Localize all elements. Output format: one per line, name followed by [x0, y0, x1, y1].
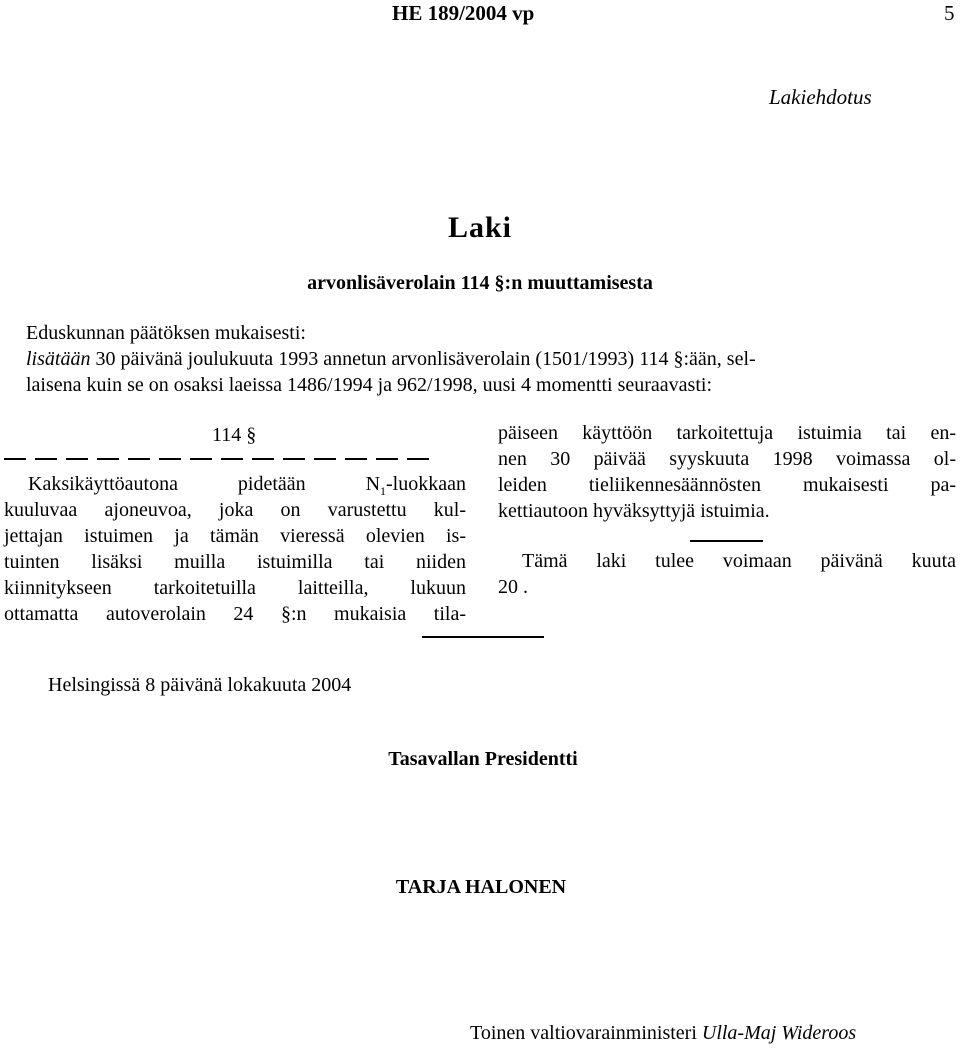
section-text-line: päiseen käyttöön tarkoitettuja istuimia tai en- [498, 422, 956, 444]
law-subtitle: arvonlisäverolain 114 §:n muuttamisesta [307, 272, 653, 294]
document-type: Lakiehdotus [769, 85, 872, 109]
place-and-date: Helsingissä 8 päivänä lokakuuta 2004 [48, 674, 352, 696]
amendment-text-line-1 [26, 346, 756, 372]
document-number: HE 189/2004 vp [392, 1, 535, 25]
omission-dashes [4, 446, 434, 466]
section-text-line: leiden tieliikennesäännösten mukaisesti pa- [498, 474, 956, 496]
section-text-line: nen 30 päivää syyskuuta 1998 voimassa ol- [498, 448, 956, 470]
president-title: Tasavallan Presidentti [388, 748, 578, 770]
amendment-text-line-2: laisena kuin se on osaksi laeissa 1486/1994 ja 962/1998, uusi 4 momentti seuraavasti: [26, 374, 713, 396]
minister-name: Ulla-Maj Wideroos [701, 1022, 857, 1044]
section-text-line: ottamatta autoverolain 24 §:n mukaisia tila- [4, 603, 466, 625]
minister-signature [470, 1020, 856, 1046]
amendment-text-rest: 30 päivänä joulukuuta 1993 annetun arvonlisäverolain (1501/1993) 114 §:ään, sel- [90, 348, 756, 370]
section-text-line: jettajan istuimen ja tämän vieressä olevien is- [4, 525, 466, 547]
law-title: Laki [447, 211, 513, 244]
law-end-separator [422, 636, 544, 638]
section-separator [690, 540, 763, 542]
section-text-line: tuinten lisäksi muilla istuimilla tai niiden [4, 551, 466, 573]
amendment-verb: lisätään [26, 348, 91, 370]
enactment-clause: Eduskunnan päätöksen mukaisesti: [26, 322, 306, 344]
section-text-line: kuuluvaa ajoneuvoa, joka on varustettu kul- [4, 499, 466, 521]
entry-into-force-line: Tämä laki tulee voimaan päivänä kuuta [522, 550, 956, 572]
page-number: 5 [944, 1, 955, 25]
minister-title: Toinen valtiovarainministeri [470, 1022, 697, 1044]
section-text-line: Kaksikäyttöautona pidetään $N_1$-luokkaan [28, 473, 466, 498]
president-name: TARJA HALONEN [395, 876, 567, 898]
section-number: 114 § [212, 424, 257, 446]
section-text-line: kettiautoon hyväksyttyjä istuimia. [498, 500, 770, 522]
entry-into-force-line: 20 . [498, 576, 528, 598]
subscript-one: 1 [380, 484, 387, 498]
section-text-line: kiinnitykseen tarkoitetuilla laitteilla, lukuun [4, 577, 466, 599]
